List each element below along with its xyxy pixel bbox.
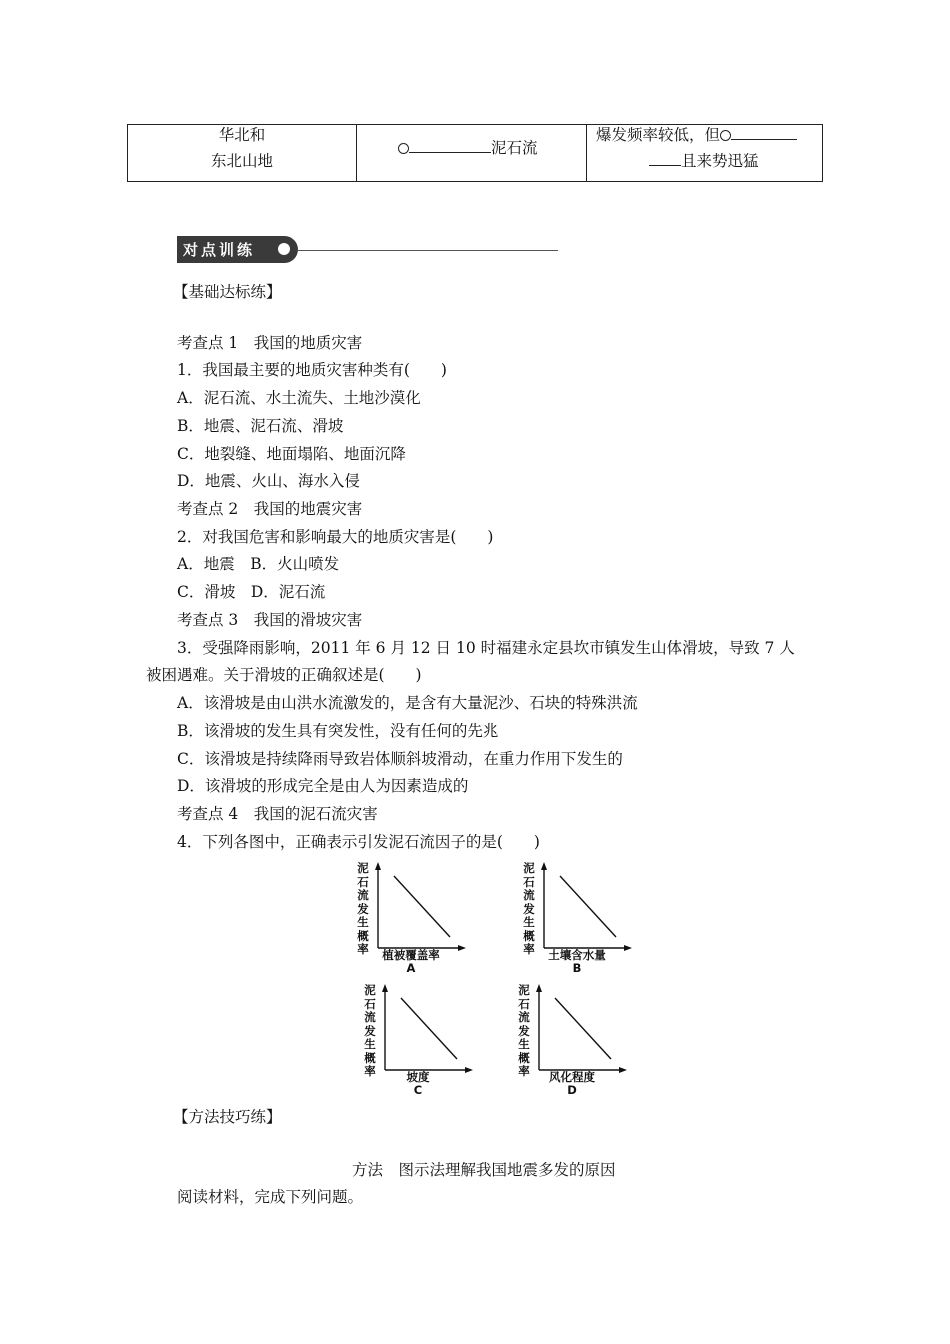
- trend-line: [401, 998, 457, 1059]
- disaster-table-row: [127, 124, 823, 182]
- method-title: 方法 图示法理解我国地震多发的原因: [352, 1161, 616, 1179]
- section-basic: 【基础达标练】: [173, 283, 282, 301]
- graph-x-label: 植被覆盖率: [382, 948, 440, 962]
- question-4: 4．下列各图中，正确表示引发泥石流因子的是( ): [177, 833, 540, 851]
- type-suffix: 泥石流: [491, 139, 538, 157]
- graph-axes: [377, 984, 473, 1074]
- feature-line-2: 且来势迅猛: [681, 152, 759, 170]
- fill-blank[interactable]: [649, 151, 681, 166]
- graph-x-label: 坡度: [406, 1070, 430, 1084]
- q1-option-a: A．泥石流、水土流失、土地沙漠化: [177, 389, 421, 407]
- question-2: 2．对我国危害和影响最大的地质灾害是( ): [177, 528, 494, 546]
- graph-d: [517, 984, 627, 1096]
- trend-line: [555, 998, 611, 1059]
- graph-axes: [531, 984, 627, 1074]
- topic-1: 考查点 1 我国的地质灾害: [177, 334, 363, 352]
- table-cell-type: [357, 125, 587, 181]
- dot-icon: [278, 243, 290, 255]
- q3-option-a: A．该滑坡是由山洪水流激发的，是含有大量泥沙、石块的特殊洪流: [177, 694, 638, 712]
- banner-label: 对点训练: [183, 241, 256, 259]
- topic-2: 考查点 2 我国的地震灾害: [177, 500, 363, 518]
- graph-y-label: 泥石流发生概率: [518, 983, 530, 1078]
- graph-axes: [536, 862, 632, 952]
- q3-option-b: B．该滑坡的发生具有突发性，没有任何的先兆: [177, 722, 499, 740]
- fill-blank[interactable]: [731, 125, 797, 140]
- region-line-1: 华北和: [218, 126, 266, 144]
- graph-x-label: 土壤含水量: [548, 948, 606, 962]
- graph-y-label: 泥石流发生概率: [357, 861, 369, 956]
- question-3-line-1: 3．受强降雨影响，2011 年 6 月 12 日 10 时福建永定县坎市镇发生山体滑坡，导致 7 人: [177, 639, 795, 657]
- graph-letter: C: [413, 1083, 423, 1097]
- q2-options-cd: C．滑坡 D．泥石流: [177, 583, 326, 601]
- circle-marker-icon: [398, 143, 409, 154]
- section-method: 【方法技巧练】: [173, 1108, 282, 1126]
- q3-option-c: C．该滑坡是持续降雨导致岩体顺斜坡滑动，在重力作用下发生的: [177, 750, 623, 768]
- q2-options-ab: A．地震 B．火山喷发: [177, 555, 340, 573]
- section-banner: [177, 236, 298, 263]
- graph-a: [356, 862, 466, 974]
- q1-option-d: D．地震、火山、海水入侵: [177, 472, 360, 490]
- topic-3: 考查点 3 我国的滑坡灾害: [177, 611, 363, 629]
- graph-axes: [370, 862, 466, 952]
- region-line-2: 东北山地: [210, 152, 273, 170]
- circle-marker-icon: [720, 130, 731, 141]
- graph-y-label: 泥石流发生概率: [523, 861, 535, 956]
- table-cell-feature: [587, 125, 824, 181]
- trend-line: [394, 876, 450, 937]
- feature-line-1: 爆发频率较低，但: [596, 126, 721, 144]
- fill-blank[interactable]: [409, 138, 491, 153]
- graph-letter: D: [567, 1083, 577, 1097]
- trend-line: [560, 876, 616, 937]
- topic-4: 考查点 4 我国的泥石流灾害: [177, 805, 378, 823]
- banner-rule: [298, 250, 558, 251]
- graph-y-label: 泥石流发生概率: [364, 983, 376, 1078]
- q1-option-c: C．地裂缝、地面塌陷、地面沉降: [177, 445, 406, 463]
- q1-option-b: B．地震、泥石流、滑坡: [177, 417, 344, 435]
- graph-letter: B: [572, 961, 582, 975]
- method-instruction: 阅读材料，完成下列问题。: [177, 1188, 364, 1206]
- graph-letter: A: [406, 961, 416, 975]
- graph-c: [363, 984, 473, 1096]
- graph-b: [522, 862, 632, 974]
- question-1: 1．我国最主要的地质灾害种类有( ): [177, 361, 447, 379]
- table-cell-region: [128, 125, 357, 181]
- graph-x-label: 风化程度: [549, 1070, 595, 1084]
- q3-option-d: D．该滑坡的形成完全是由人为因素造成的: [177, 777, 469, 795]
- question-3-line-2: 被困遇难。关于滑坡的正确叙述是( ): [146, 666, 422, 684]
